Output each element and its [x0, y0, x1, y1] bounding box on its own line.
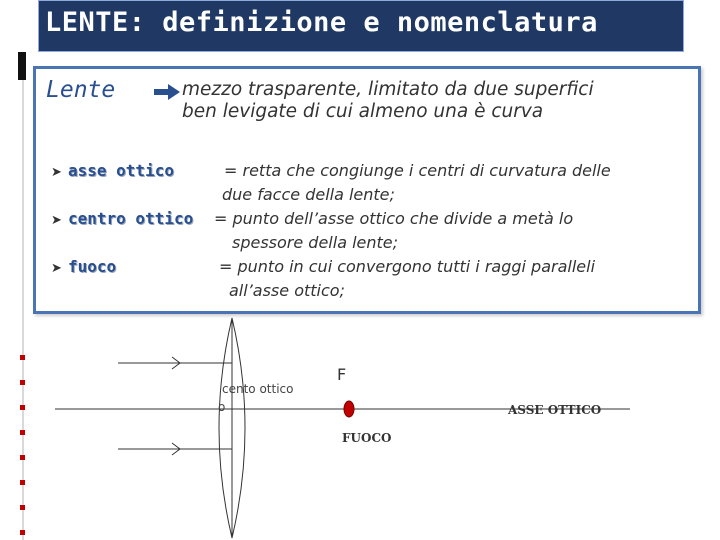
label-o: o — [218, 400, 226, 414]
item-term: centro ottico — [68, 209, 194, 228]
item-desc-line-1: = retta che congiunge i centri di curvatura delle — [224, 161, 611, 180]
item-desc-line-1: = punto in cui convergono tutti i raggi paralleli — [219, 257, 596, 276]
item-desc-line-2: all’asse ottico; — [229, 281, 345, 300]
definition-line-1: mezzo trasparente, limitato da due superfici — [182, 79, 594, 100]
definition-line-2: ben levigate di cui almeno una è curva — [182, 101, 544, 122]
focus-point — [344, 401, 354, 417]
arrow-bullet-icon: ➤ — [51, 261, 62, 276]
arrow-bullet-icon: ➤ — [51, 165, 62, 180]
item-term: fuoco — [68, 257, 117, 276]
label-asse-ottico: ASSE OTTICO — [508, 403, 602, 417]
slide-title: LENTE: definizione e nomenclatura — [45, 7, 598, 38]
arrow-bullet-icon: ➤ — [51, 213, 62, 228]
label-F: F — [337, 365, 347, 384]
label-centro-ottico: cento ottico — [222, 382, 294, 396]
lente-term: Lente — [46, 77, 116, 103]
item-term: asse ottico — [68, 161, 174, 180]
item-desc-line-2: due facce della lente; — [222, 185, 395, 204]
item-desc-line-2: spessore della lente; — [232, 233, 399, 252]
label-fuoco: FUOCO — [342, 431, 392, 445]
item-desc-line-1: = punto dell’asse ottico che divide a metà lo — [214, 209, 574, 228]
